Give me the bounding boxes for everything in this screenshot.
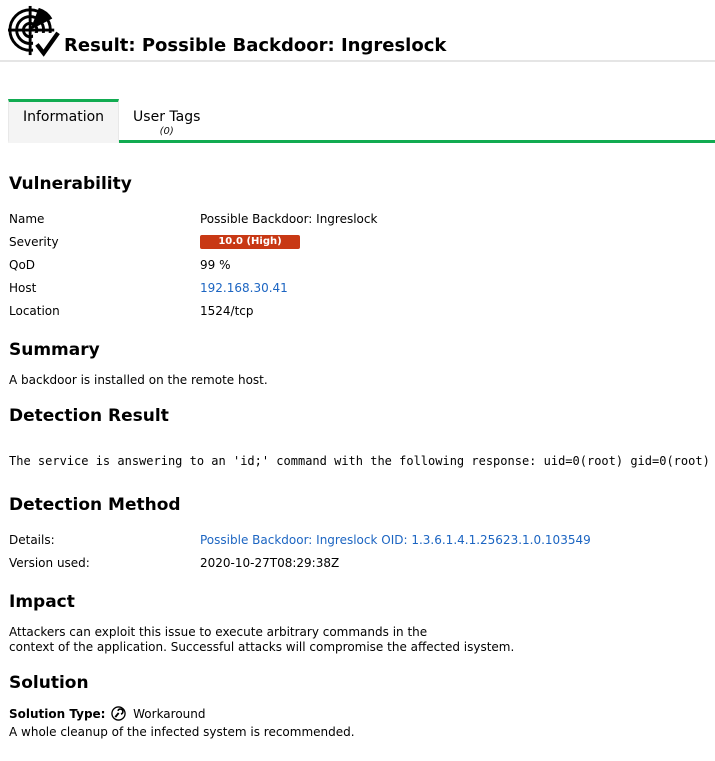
qod-label: QoD (9, 257, 36, 272)
section-heading-solution: Solution (9, 673, 89, 693)
solution-text: A whole cleanup of the infected system is recommended. (9, 725, 355, 739)
qod-value: 99 % (200, 257, 231, 272)
section-heading-impact: Impact (9, 592, 75, 612)
section-heading-vulnerability: Vulnerability (9, 174, 132, 194)
severity-label: Severity (9, 234, 59, 249)
details-link[interactable]: Possible Backdoor: Ingreslock OID: 1.3.6.1.4.1.25623.1.0.103549 (200, 532, 591, 547)
table-row (9, 551, 591, 574)
version-used-value: 2020-10-27T08:29:38Z (200, 555, 340, 570)
solution-type-value: Workaround (133, 707, 206, 721)
impact-line-2: context of the application. Successful attacks will compromise the affected isystem. (9, 640, 515, 654)
vulnerability-table (9, 207, 377, 322)
table-row (9, 230, 377, 253)
section-heading-detection-result: Detection Result (9, 406, 169, 426)
name-value: Possible Backdoor: Ingreslock (200, 211, 378, 226)
solution-type-label: Solution Type: (9, 707, 106, 721)
version-used-label: Version used: (9, 555, 90, 570)
tab-information-label: Information (23, 109, 105, 125)
details-label: Details: (9, 532, 55, 547)
tab-user-tags-label: User Tags (133, 109, 201, 125)
table-row (9, 528, 591, 551)
workaround-wrench-icon (111, 706, 126, 725)
severity-badge (200, 235, 300, 249)
tab-bar (0, 99, 715, 143)
header-divider (0, 60, 715, 62)
table-row (9, 276, 377, 299)
page-header (0, 0, 715, 60)
table-row (9, 299, 377, 322)
tab-user-tags-count: (0) (159, 126, 174, 137)
section-heading-summary: Summary (9, 340, 100, 360)
detection-method-table (9, 528, 591, 574)
tab-bar-filler (214, 99, 715, 143)
impact-line-1: Attackers can exploit this issue to execute arbitrary commands in the (9, 625, 428, 639)
section-heading-detection-method: Detection Method (9, 495, 181, 515)
summary-text: A backdoor is installed on the remote host. (9, 373, 268, 387)
page-title: Result: Possible Backdoor: Ingreslock (64, 35, 447, 56)
tab-user-tags[interactable] (119, 99, 214, 143)
tab-information[interactable] (8, 99, 119, 143)
result-radar-check-icon (8, 5, 60, 60)
table-row (9, 207, 377, 230)
solution-type-row (9, 706, 706, 725)
severity-badge-text: 10.0 (High) (218, 235, 282, 247)
impact-text (9, 625, 706, 655)
host-label: Host (9, 280, 37, 295)
location-value: 1524/tcp (200, 303, 254, 318)
table-row (9, 253, 377, 276)
detection-result-text: The service is answering to an 'id;' command with the following response: uid=0(root) gid=0(root) (9, 454, 710, 468)
host-link[interactable]: 192.168.30.41 (200, 280, 288, 295)
location-label: Location (9, 303, 60, 318)
name-label: Name (9, 211, 45, 226)
information-panel (0, 174, 715, 740)
